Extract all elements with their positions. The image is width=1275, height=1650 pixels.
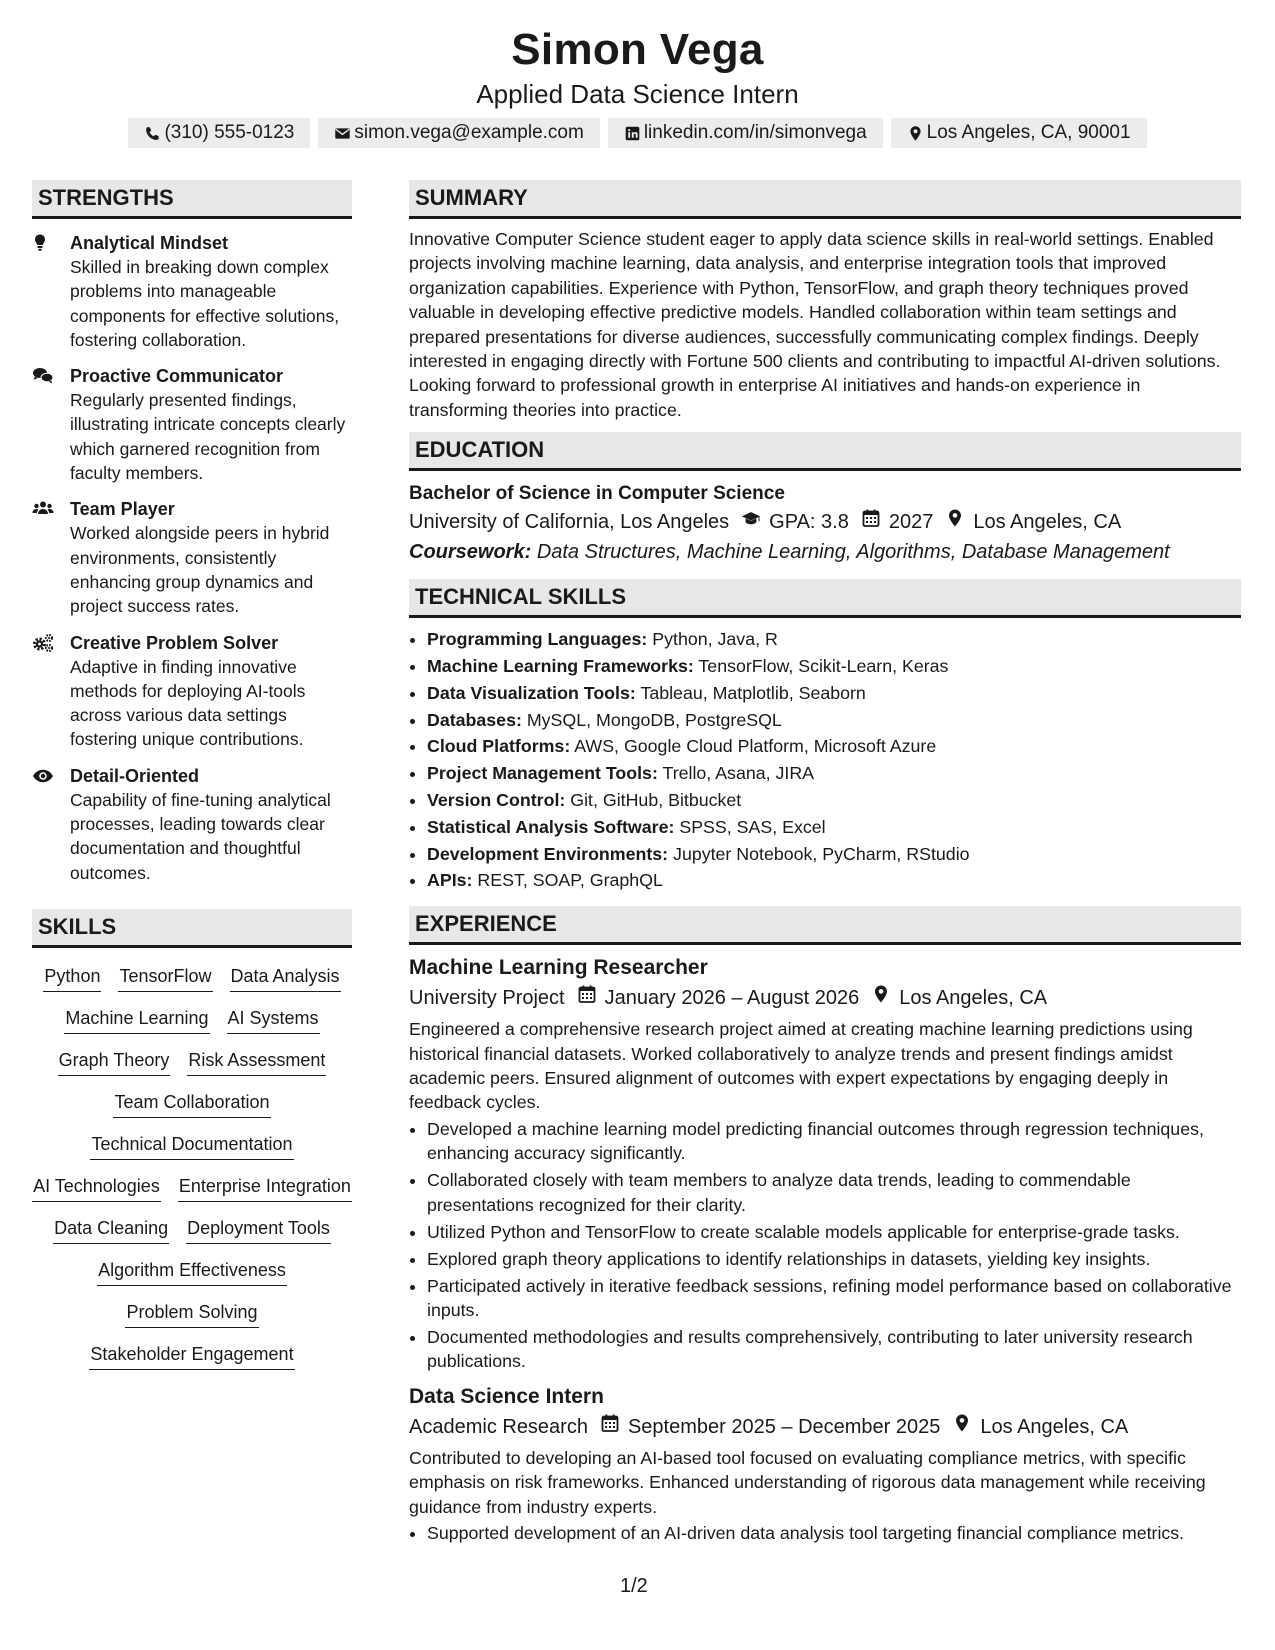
degree-title: Bachelor of Science in Computer Science: [409, 483, 785, 505]
skill-tag: Risk Assessment: [187, 1048, 326, 1076]
strength-desc: Worked alongside peers in hybrid environments, consistently enhancing group dynamics and project success rates.: [70, 523, 330, 617]
list-item: [427, 707, 1241, 734]
job-org: Academic Research: [409, 1415, 588, 1438]
job-entry: [409, 1382, 1241, 1546]
tech-skill-value: MySQL, MongoDB, PostgreSQL: [526, 709, 782, 730]
tech-skill-label: Programming Languages:: [427, 629, 648, 650]
envelope-icon: [334, 125, 351, 142]
job-dates: January 2026 – August 2026: [604, 987, 860, 1010]
skill-tag: Machine Learning: [64, 1006, 209, 1034]
skill-tag: Data Analysis: [230, 964, 341, 992]
linkedin-icon: [624, 125, 641, 142]
skill-tag: Technical Documentation: [90, 1132, 293, 1160]
skill-tag: Graph Theory: [58, 1048, 171, 1076]
graduation-year: 2027: [888, 511, 934, 534]
strength-name: Team Player: [70, 499, 175, 520]
contact-email-text: simon.vega@example.com: [354, 122, 584, 143]
tech-skill-value: TensorFlow, Scikit-Learn, Keras: [698, 656, 949, 677]
skill-tag: Problem Solving: [125, 1300, 258, 1328]
calendar-icon: [588, 1412, 628, 1442]
list-item: • Documented methodologies and results comprehensively, contributing to later university research publications.: [427, 1325, 1241, 1374]
resume-header: [0, 24, 1275, 148]
tech-skill-label: Databases:: [427, 709, 522, 730]
left-column: [32, 180, 352, 1376]
job-location: Los Angeles, CA: [980, 1415, 1129, 1438]
tech-skill-value: SPSS, SAS, Excel: [679, 816, 826, 837]
skill-tag: Data Cleaning: [53, 1216, 169, 1244]
gpa: GPA: 3.8: [769, 511, 849, 534]
summary-text: Innovative Computer Science student eager to apply data science skills in real-world settings. Enabled projects involving machine learning, data analysis, and enterprise integration tools that improved organization capabilities. Experience with Python, TensorFlow, and graph theory techniques proved valuable in developing effective predictive models. Handled collaboration within team settings and prepared presentations for diverse audiences, successfully communicating complex findings. Deeply interested in engaging directly with Fortune 500 clients and contributing to impactful AI-driven solutions. Looking forward to professional growth in enterprise AI initiatives and hands-on experience in transforming theories into practice.: [409, 229, 1221, 420]
page-number: 1/2: [620, 1575, 648, 1597]
tech-skill-label: Version Control:: [427, 790, 566, 811]
list-item: [427, 814, 1241, 841]
strength-item: [32, 364, 352, 485]
cogs-icon: [32, 631, 70, 752]
contact-phone-text: (310) 555-0123: [164, 122, 295, 143]
tech-skill-value: Git, GitHub, Bitbucket: [570, 790, 742, 811]
list-item: • Developed a machine learning model predicting financial outcomes through regression techniques, enhancing accuracy significantly.: [427, 1117, 1241, 1166]
candidate-name: Simon Vega: [511, 25, 764, 74]
comments-icon: [32, 364, 70, 485]
eye-icon: [32, 764, 70, 885]
candidate-title: Applied Data Science Intern: [476, 79, 799, 109]
tech-skill-value: REST, SOAP, GraphQL: [477, 870, 663, 891]
technical-skills-list: [409, 626, 1241, 894]
coursework-list: Data Structures, Machine Learning, Algorithms, Database Management: [536, 541, 1170, 564]
skill-tag: Team Collaboration: [113, 1090, 270, 1118]
job-description: Engineered a comprehensive research project aimed at creating machine learning predictions using historical financial datasets. Worked collaboratively to analyze trends and present findings amidst academic peers. Ensured alignment of outcomes with expert expectations by engaging deeply in feedback cycles.: [409, 1019, 1193, 1113]
education-heading: EDUCATION: [409, 432, 1241, 471]
lightbulb-icon: [32, 231, 70, 352]
job-description: Contributed to developing an AI-based tool focused on evaluating compliance metrics, with specific emphasis on risk frameworks. Enhanced understanding of rigorous data management while receiving guidance from industry experts.: [409, 1447, 1206, 1517]
coursework: [409, 537, 1241, 567]
phone-icon: [144, 125, 161, 142]
coursework-label: Coursework:: [409, 541, 532, 564]
strengths-heading: STRENGTHS: [32, 180, 352, 219]
list-item: [427, 733, 1241, 760]
job-dates: September 2025 – December 2025: [627, 1415, 941, 1438]
summary-heading: SUMMARY: [409, 180, 1241, 219]
skills-list: [32, 958, 352, 1376]
graduation-cap-icon: [729, 507, 769, 537]
tech-skill-label: Statistical Analysis Software:: [427, 816, 675, 837]
calendar-icon: [849, 507, 889, 537]
contact-phone[interactable]: [128, 118, 310, 148]
map-pin-icon: [859, 983, 899, 1013]
tech-skill-value: Jupyter Notebook, PyCharm, RStudio: [673, 843, 970, 864]
tech-skill-value: Tableau, Matplotlib, Seaborn: [640, 682, 866, 703]
list-item: [427, 760, 1241, 787]
technical-skills-heading: TECHNICAL SKILLS: [409, 579, 1241, 618]
tech-skill-label: Data Visualization Tools:: [427, 682, 636, 703]
strength-name: Analytical Mindset: [70, 233, 229, 253]
list-item: [427, 867, 1241, 894]
skill-tag: Deployment Tools: [186, 1216, 331, 1244]
tech-skill-value: Trello, Asana, JIRA: [662, 763, 815, 784]
map-pin-icon: [907, 125, 924, 142]
education-location: Los Angeles, CA: [973, 511, 1122, 534]
tech-skill-value: Python, Java, R: [652, 629, 778, 650]
skill-tag: Stakeholder Engagement: [89, 1342, 294, 1370]
skill-tag: Python: [43, 964, 101, 992]
experience-heading: EXPERIENCE: [409, 906, 1241, 945]
list-item: • Supported development of an AI-driven data analysis tool targeting financial compliance metrics.: [427, 1521, 1241, 1545]
strength-item: [32, 497, 352, 618]
skill-tag: AI Systems: [227, 1006, 320, 1034]
contact-email[interactable]: [318, 118, 599, 148]
list-item: • Participated actively in iterative feedback sessions, refining model performance based on collaborative inputs.: [427, 1274, 1241, 1323]
job-bullets: [409, 1117, 1241, 1374]
skill-tag: TensorFlow: [118, 964, 212, 992]
job-org: University Project: [409, 987, 565, 1010]
strength-desc: Regularly presented findings, illustrating intricate concepts clearly which garnered recognition from faculty members.: [70, 390, 346, 484]
calendar-icon: [565, 983, 605, 1013]
strength-item: [32, 764, 352, 885]
tech-skill-label: Cloud Platforms:: [427, 736, 571, 757]
strength-name: Proactive Communicator: [70, 366, 284, 387]
list-item: • Utilized Python and TensorFlow to create scalable models applicable for enterprise-grade tasks.: [427, 1220, 1241, 1244]
right-column: [409, 180, 1241, 1552]
job-meta: [409, 1412, 1241, 1442]
strength-name: Creative Problem Solver: [70, 632, 279, 653]
map-pin-icon: [933, 507, 973, 537]
tech-skill-label: Machine Learning Frameworks:: [427, 656, 694, 677]
skill-tag: Algorithm Effectiveness: [97, 1258, 287, 1286]
contact-linkedin-text: linkedin.com/in/simonvega: [643, 122, 867, 143]
job-title: Data Science Intern: [409, 1384, 604, 1408]
tech-skill-label: Development Environments:: [427, 843, 669, 864]
strength-item: [32, 231, 352, 352]
strength-desc: Skilled in breaking down complex problems into manageable components for effective solutions, fostering collaboration.: [70, 257, 340, 350]
strength-item: [32, 631, 352, 752]
education-meta: [409, 507, 1241, 537]
strength-desc: Adaptive in finding innovative methods for deploying AI-tools across various data settings fostering unique contributions.: [70, 656, 306, 750]
job-bullets: [409, 1521, 1241, 1545]
map-pin-icon: [940, 1412, 980, 1442]
strength-desc: Capability of fine-tuning analytical processes, leading towards clear documentation and thoughtful outcomes.: [70, 789, 331, 883]
tech-skill-label: APIs:: [427, 870, 473, 891]
contact-location: [891, 118, 1147, 148]
users-icon: [32, 497, 70, 618]
job-title: Machine Learning Researcher: [409, 956, 708, 980]
list-item: [427, 680, 1241, 707]
tech-skill-value: AWS, Google Cloud Platform, Microsoft Azure: [574, 736, 937, 757]
list-item: [427, 653, 1241, 680]
list-item: • Explored graph theory applications to identify relationships in datasets, yielding key insights.: [427, 1247, 1241, 1271]
list-item: • Collaborated closely with team members to analyze data trends, leading to commendable presentations recognized for their clarity.: [427, 1168, 1241, 1217]
job-meta: [409, 983, 1241, 1013]
contact-linkedin[interactable]: [608, 118, 883, 148]
contact-location-text: Los Angeles, CA, 90001: [926, 122, 1131, 143]
skill-tag: Enterprise Integration: [178, 1174, 352, 1202]
list-item: [427, 841, 1241, 868]
list-item: [427, 787, 1241, 814]
strength-name: Detail-Oriented: [70, 765, 200, 786]
job-location: Los Angeles, CA: [899, 987, 1048, 1010]
job-entry: [409, 953, 1241, 1374]
contact-bar: [0, 118, 1275, 148]
list-item: [427, 626, 1241, 653]
skill-tag: AI Technologies: [32, 1174, 161, 1202]
school-name: University of California, Los Angeles: [409, 511, 730, 534]
skills-heading: SKILLS: [32, 909, 352, 948]
tech-skill-label: Project Management Tools:: [427, 763, 658, 784]
